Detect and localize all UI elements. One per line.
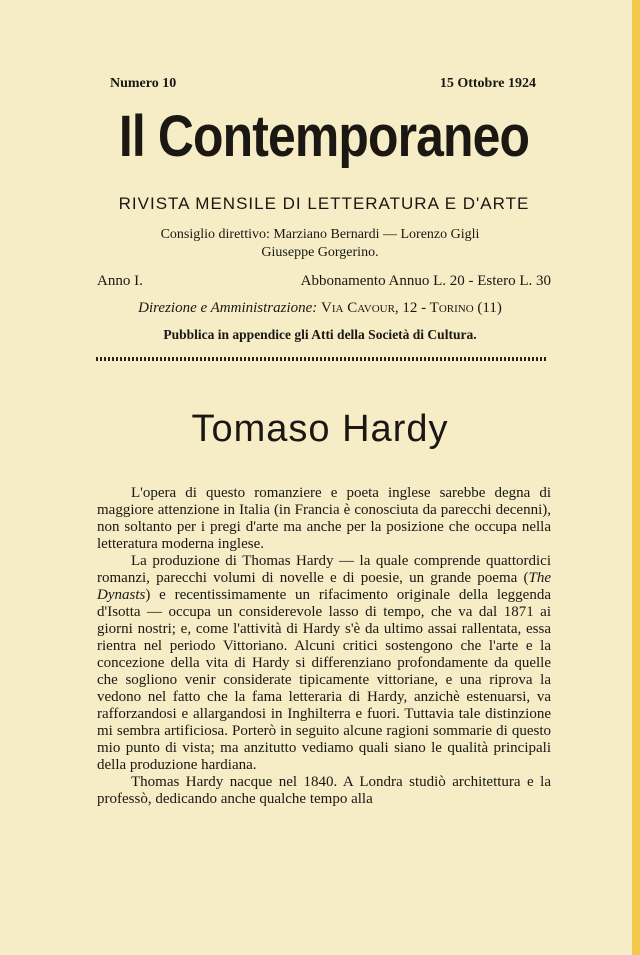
- dotted-divider: [96, 357, 548, 361]
- article-paragraph-1: L'opera di questo romanziere e poeta inglese sarebbe degna di maggiore attenzione in Italia (in Francia è conosciuta da parecchi decenni), non soltanto per i pregi d'arte ma anche per la posizione che occupa nella letteratura moderna inglese.: [97, 485, 551, 552]
- article-title: Tomaso Hardy: [191, 408, 449, 450]
- masthead-subtitle: RIVISTA MENSILE DI LETTERATURA E D'ARTE: [118, 194, 530, 213]
- volume-year: Anno I.: [97, 273, 143, 289]
- paragraph-2-text-a: La produzione di Thomas Hardy — la quale comprende quattordici romanzi, parecchi volumi di novelle e di poesie, un grande poema (: [97, 553, 551, 586]
- address-line: [100, 300, 540, 317]
- issue-line: [110, 76, 536, 92]
- masthead-title: Il Contemporaneo: [118, 104, 530, 169]
- subscription-price: Abbonamento Annuo L. 20 - Estero L. 30: [300, 273, 551, 289]
- paragraph-2-text-b: ) e recentissimamente un rifacimento originale della leggenda d'Isotta — occupa un considerevole lasso di tempo, che va dal 1871 ai giorni nostri; e, come l'attività di Hardy s'è da ultimo assai rallentata, essa rientra nel periodo Vittoriano. Alcuni critici sostengono che l'arte e la concezione della vita di Hardy si differenziano profondamente da quelle che sogliono venir considerate tipicamente vittoriane, e una riprova la vedono nel fatto che la fama letteraria di Hardy, anzichè estenuarsi, va rafforzandosi e allargandosi in Inghilterra e fuori. Tuttavia tale distinzione mi sembra artificiosa. Porterò in seguito alcune ragioni sommarie di questo mio punto di vista; ma anzitutto vediamo quali siano le qualità principali della produzione hardiana.: [97, 587, 551, 773]
- article-body: [97, 485, 551, 808]
- article-paragraph-2: [97, 553, 551, 774]
- subscription-line: [97, 273, 551, 290]
- editorial-board: [100, 226, 540, 262]
- article-paragraph-3: Thomas Hardy nacque nel 1840. A Londra studiò architettura e la professò, dedicando anche qualche tempo alla: [97, 774, 551, 807]
- editorial-board-line2: Giuseppe Gorgerino.: [261, 245, 379, 260]
- issue-date: 15 Ottobre 1924: [439, 76, 536, 91]
- address-label: Direzione e Amministrazione:: [138, 300, 318, 316]
- page-edge: [632, 0, 640, 955]
- editorial-board-line1: Consiglio direttivo: Marziano Bernardi — Lorenzo Gigli: [160, 227, 480, 242]
- issue-number: Numero 10: [110, 76, 177, 91]
- poem-title: The Dynasts: [97, 570, 551, 603]
- appendix-note: Pubblica in appendice gli Atti della Società di Cultura.: [163, 327, 477, 342]
- address-value: Via Cavour, 12 - Torino (11): [321, 300, 502, 316]
